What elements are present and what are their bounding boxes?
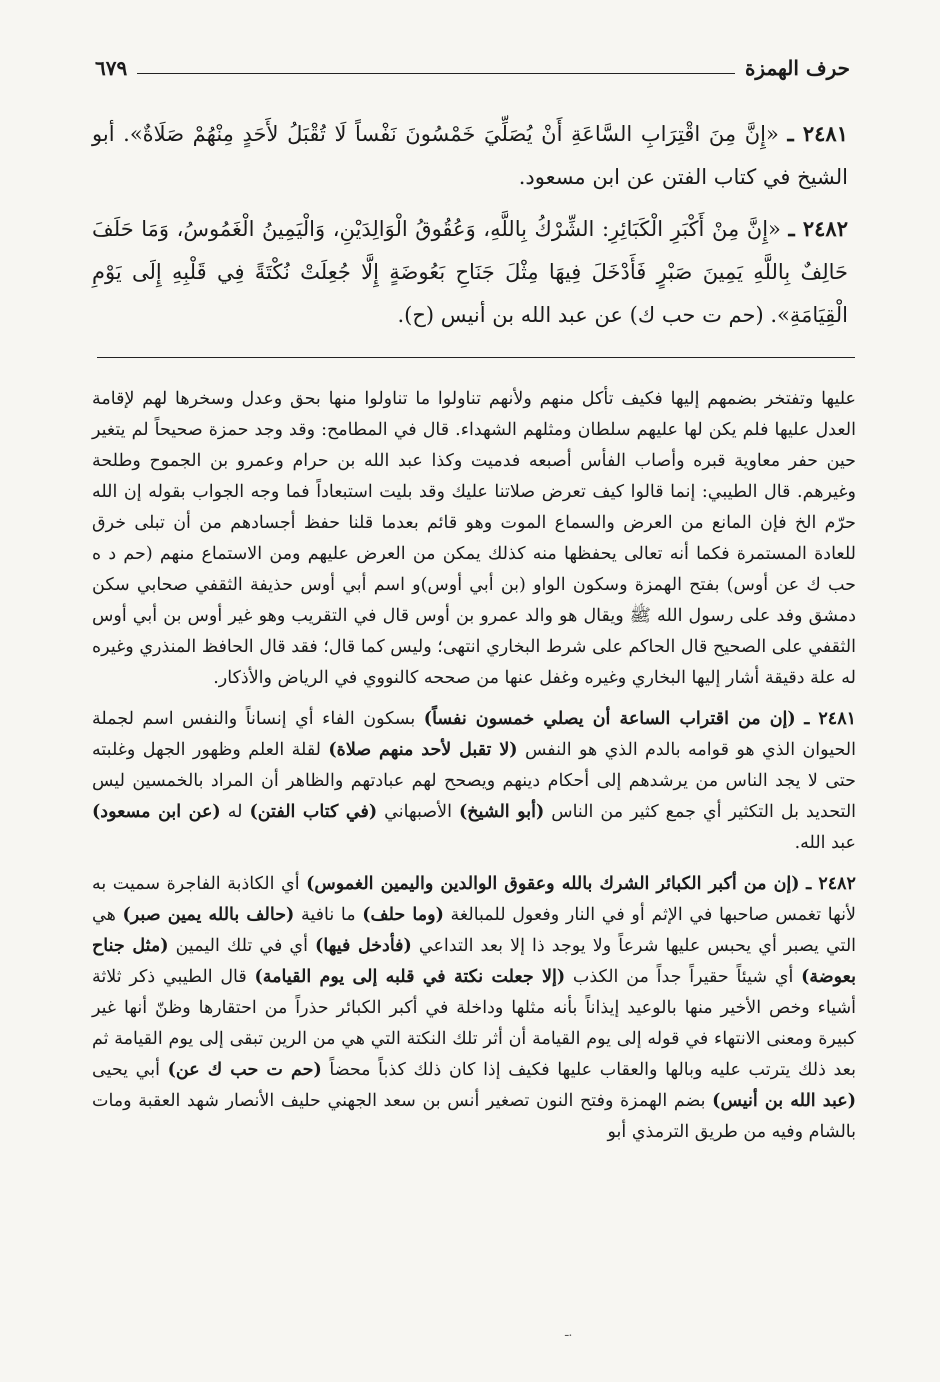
quote: (مثل جناح بعوضة) (92, 936, 856, 987)
gloss: أبي يحيى (92, 1060, 168, 1080)
quote: (عبد الله بن أنيس) (712, 1091, 856, 1111)
gloss: بسكون الفاء أي إنساناً والنفس اسم لجملة الحيوان الذي هو قوامه بالدم الذي هو النفس (92, 709, 856, 760)
page-number: ٦٧٩ (95, 56, 128, 80)
footer-mark: ـ. (565, 1325, 573, 1339)
gloss: أي شيئاً حقيراً جداً من الكذب (565, 967, 802, 987)
quote: (إن من أكبر الكبائر الشرك بالله وعقوق الوالدين واليمين الغموس) (306, 874, 800, 894)
hadith-text (92, 112, 848, 345)
gloss: لقلة العلم وظهور الجهل وغلبته حتى لا يجد الناس من يرشدهم إلى أحكام دينهم ويصحح لهم عبادتهم والظاهر أن المراد بالخمسين ليس التحديد بل التكثير أي جمع كثير من الناس (92, 740, 857, 822)
hadith-number: ٢٤٨١ ـ (787, 121, 848, 146)
hadith-body: «إِنَّ مِنَ اقْتِرَابِ السَّاعَةِ أَنْ يُصَلِّيَ خَمْسُونَ نَفْساً لَا تُقْبَلُ لأَحَدٍ مِنْهُمْ صَلَاةٌ». أبو الشيخ في كتاب الفتن عن ابن مسعود. (92, 122, 848, 189)
entry-number: ٢٤٨١ ـ (804, 709, 856, 729)
commentary-2481 (92, 704, 856, 859)
commentary-2482 (92, 869, 856, 1148)
chapter-title: حرف الهمزة (744, 56, 850, 80)
quote: (فأدخل فيها) (315, 936, 412, 956)
quote: (في كتاب الفتن) (249, 802, 378, 822)
hadith-body: «إِنَّ مِنْ أَكْبَرِ الْكَبَائِرِ: الشِّرْكُ بِاللَّهِ، وَعُقُوقُ الْوَالِدَيْنِ، وَالْيَمِينُ الْغَمُوسُ، وَمَا حَلَفَ حَالِفٌ بِاللَّهِ يَمِينَ صَبْرٍ فَأَدْخَلَ فِيهَا مِثْلَ جَنَاحِ بَعُوضَةٍ إِلَّا جُعِلَتْ نُكْتَةً فِي قَلْبِهِ إِلَى يَوْمِ الْقِيَامَةِ». (حم ت حب ك) عن عبد الله بن أنيس (ح). (92, 217, 848, 327)
gloss: له (220, 802, 250, 822)
gloss: قال الطيبي ذكر ثلاثة أشياء وخص الأخير منها بالوعيد إيذاناً بأنه مثلها وداخلة في أكبر الكبائر حذراً من احتقارها وظنّ أنها غير كبيرة ومعنى الانتهاء في قوله إلى يوم القيامة أن أثر تلك النكتة التي هي من الرين تبقى إلى يوم القيامة ثم بعد ذلك يترتب عليه وبالها والعقاب عليها فكيف إذا كان ذلك كذباً محضاً (92, 967, 856, 1080)
running-header (95, 50, 850, 86)
hadith-number: ٢٤٨٢ ـ (788, 216, 848, 241)
gloss: عبد الله. (794, 833, 856, 853)
gloss: أي الكاذبة الفاجرة سميت به لأنها تغمس صاحبها في الإثم أو في النار وفعول للمبالغة (92, 874, 856, 925)
quote: (إن من اقتراب الساعة أن يصلي خمسون نفساً) (423, 709, 796, 729)
header-rule (137, 73, 735, 74)
quote: (إلا جعلت نكتة في قلبه إلى يوم القيامة) (254, 967, 566, 987)
quote: (حالف بالله يمين صبر) (122, 905, 295, 925)
section-divider (97, 357, 855, 358)
gloss: الأصبهاني (377, 802, 459, 822)
gloss: بضم الهمزة وفتح النون تصغير أنس بن سعد الجهني حليف الأنصار شهد العقبة ومات بالشام وفيه من طريق الترمذي أبو (92, 1091, 856, 1142)
entry-number: ٢٤٨٢ ـ (806, 874, 856, 894)
commentary (92, 384, 856, 1158)
gloss: هي التي يصبر أي يحبس عليها شرعاً ولا يوجد ذا إلا بعد التداعي (92, 905, 857, 956)
gloss: ما نافية (294, 905, 363, 925)
hadith-2481 (92, 112, 848, 199)
gloss: أي في تلك اليمين (168, 936, 316, 956)
quote: (وما حلف) (362, 905, 444, 925)
quote: (لا تقبل لأحد منهم صلاة) (328, 740, 518, 760)
quote: (عن ابن مسعود) (92, 802, 221, 822)
quote: (أبو الشيخ) (458, 802, 545, 822)
commentary-paragraph: عليها وتفتخر بضمهم إليها فكيف تأكل منهم ولأنهم تناولوا ما تناولوا منها بحق وعدل وسخرها لهم لإقامة العدل عليها فلم يكن لها عليهم سلطان ومثلهم الشهداء. قال في المطامح: وقد وجد حمزة صحيحاً لم يتغير حين حفر معاوية قبره وأصاب الفأس أصبعه فدميت وكذا عبد الله بن حرام وعمرو بن الجموح وطلحة وغيرهم. قال الطيبي: إنما قالوا كيف تعرض صلاتنا عليك وقد بليت استبعاداً فما وجه الجواب بقوله إن الله حرّم الخ فإن المانع من العرض والسماع الموت وهو قائم بعدما قلنا حفظ أجسادهم من أن تبلى خرق للعادة المستمرة فكما أنه تعالى يحفظها منه كذلك يمكن من العرض عليهم ومن الاستماع منهم (حم د ه حب ك عن أوس) بفتح الهمزة وسكون الواو (بن أبي أوس)و اسم أبي أوس حذيفة الثقفي صحابي سكن دمشق وفد على رسول الله ﷺ ويقال هو والد عمرو بن أوس قال في التقريب وهو غير أوس بن أبي أوس الثقفي على الصحيح قال الحاكم على شرط البخاري انتهى؛ وليس كما قال؛ فقد قال الحافظ المنذري وغيره له علة دقيقة أشار إليها البخاري وغيره وغفل عنها من صححه كالنووي في الرياض والأذكار. (92, 389, 856, 688)
hadith-2482 (92, 207, 848, 337)
quote: (حم ت حب ك عن) (167, 1060, 322, 1080)
